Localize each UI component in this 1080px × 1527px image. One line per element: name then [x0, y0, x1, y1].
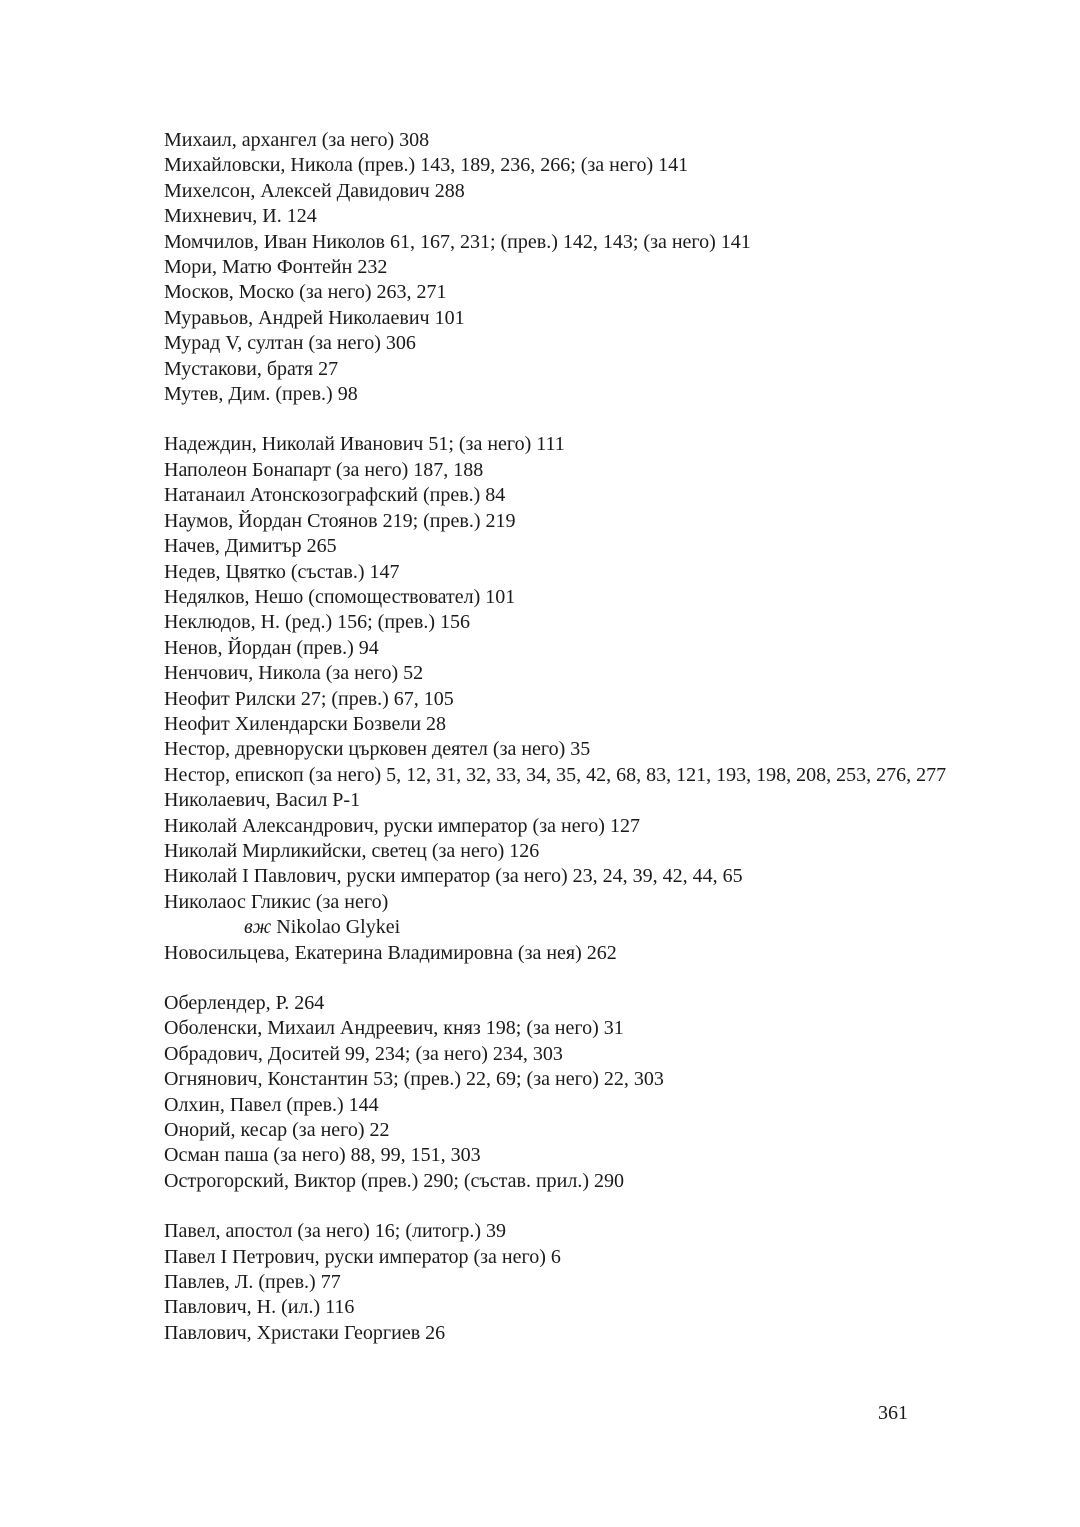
index-entry: Михаил, архангел (за него) 308: [164, 129, 430, 151]
index-entry: Острогорский, Виктор (прев.) 290; (състав. прил.) 290: [164, 1169, 624, 1192]
index-entry: Нестор, древноруски църковен деятел (за него) 35: [164, 738, 591, 761]
index-entry: Павел I Петрович, руски император (за него) 6: [164, 1245, 561, 1268]
index-entry: Павлев, Л. (прев.) 77: [164, 1271, 341, 1294]
index-entry: Николаевич, Васил Р-1: [164, 789, 361, 812]
index-entry: Натанаил Атонскозографский (прев.) 84: [164, 484, 506, 507]
index-entry: Николай Мирликийски, светец (за него) 126: [164, 839, 540, 862]
index-entry: Обрадович, Доситей 99, 234; (за него) 234, 303: [164, 1042, 563, 1065]
index-entry: Неофит Хилендарски Бозвели 28: [164, 712, 447, 735]
index-entry: Наумов, Йордан Стоянов 219; (прев.) 219: [164, 509, 516, 532]
index-entry: Начев, Димитър 265: [164, 535, 337, 558]
index-entry: Мори, Матю Фонтейн 232: [164, 256, 388, 279]
index-entry: Николай Александрович, руски император (за него) 127: [164, 814, 640, 837]
index-entry: Онорий, кесар (за него) 22: [164, 1119, 390, 1142]
index-entry: Оболенски, Михаил Андреевич, княз 198; (за него) 31: [164, 1017, 624, 1040]
index-entry: Михелсон, Алексей Давидович 288: [164, 179, 465, 202]
index-entry: Неклюдов, Н. (ред.) 156; (прев.) 156: [164, 611, 471, 634]
index-entry: Михневич, И. 124: [164, 205, 317, 228]
index-letter-group: [164, 991, 964, 1194]
index-entry: Недялков, Нешо (спомоществовател) 101: [164, 585, 516, 608]
index-entry: Павлович, Христаки Георгиев 26: [164, 1321, 446, 1344]
index-entry: Мустакови, братя 27: [164, 357, 339, 380]
index-entry: Михайловски, Никола (прев.) 143, 189, 236, 266; (за него) 141: [164, 154, 689, 177]
name-index: [164, 128, 964, 1371]
index-entry: Оберлендер, Р. 264: [164, 992, 325, 1014]
index-entry: Нестор, епископ (за него) 5, 12, 31, 32, 33, 34, 35, 42, 68, 83, 121, 193, 198, 208, 253, 276, 277: [164, 763, 947, 786]
index-entry: Момчилов, Иван Николов 61, 167, 231; (прев.) 142, 143; (за него) 141: [164, 230, 751, 253]
index-entry: Мутев, Дим. (прев.) 98: [164, 383, 358, 406]
index-letter-group: [164, 128, 964, 407]
index-entry: Павел, апостол (за него) 16; (литогр.) 39: [164, 1220, 507, 1243]
index-entry: Недев, Цвятко (състав.) 147: [164, 560, 400, 583]
index-entry: Николай I Павлович, руски император (за него) 23, 24, 39, 42, 44, 65: [164, 865, 743, 888]
index-entry: Надеждин, Николай Иванович 51; (за него) 111: [164, 433, 565, 456]
see-also-mark: вж: [244, 916, 272, 939]
index-entry: Москов, Моско (за него) 263, 271: [164, 281, 447, 304]
index-entry: Олхин, Павел (прев.) 144: [164, 1093, 379, 1116]
index-entry: Осман паша (за него) 88, 99, 151, 303: [164, 1144, 481, 1167]
index-entry: Мурад V, султан (за него) 306: [164, 332, 416, 355]
index-entry: Ненчович, Никола (за него) 52: [164, 662, 424, 685]
index-entry: Неофит Рилски 27; (прев.) 67, 105: [164, 687, 454, 710]
cross-reference-target: Nikolao Glykei: [276, 916, 401, 939]
index-cross-reference: [164, 915, 964, 940]
index-entry: Муравьов, Андрей Николаевич 101: [164, 306, 465, 329]
index-letter-group: [164, 1219, 964, 1346]
index-entry: Ненов, Йордан (прев.) 94: [164, 636, 379, 659]
index-entry: Огнянович, Константин 53; (прев.) 22, 69; (за него) 22, 303: [164, 1068, 664, 1091]
index-entry: Павлович, Н. (ил.) 116: [164, 1296, 355, 1319]
index-entry: Наполеон Бонапарт (за него) 187, 188: [164, 458, 484, 481]
index-letter-group: [164, 432, 964, 966]
index-entry: Новосильцева, Екатерина Владимировна (за нея) 262: [164, 941, 617, 964]
page-number: 361: [878, 1402, 908, 1424]
index-entry: Николаос Гликис (за него): [164, 890, 389, 913]
